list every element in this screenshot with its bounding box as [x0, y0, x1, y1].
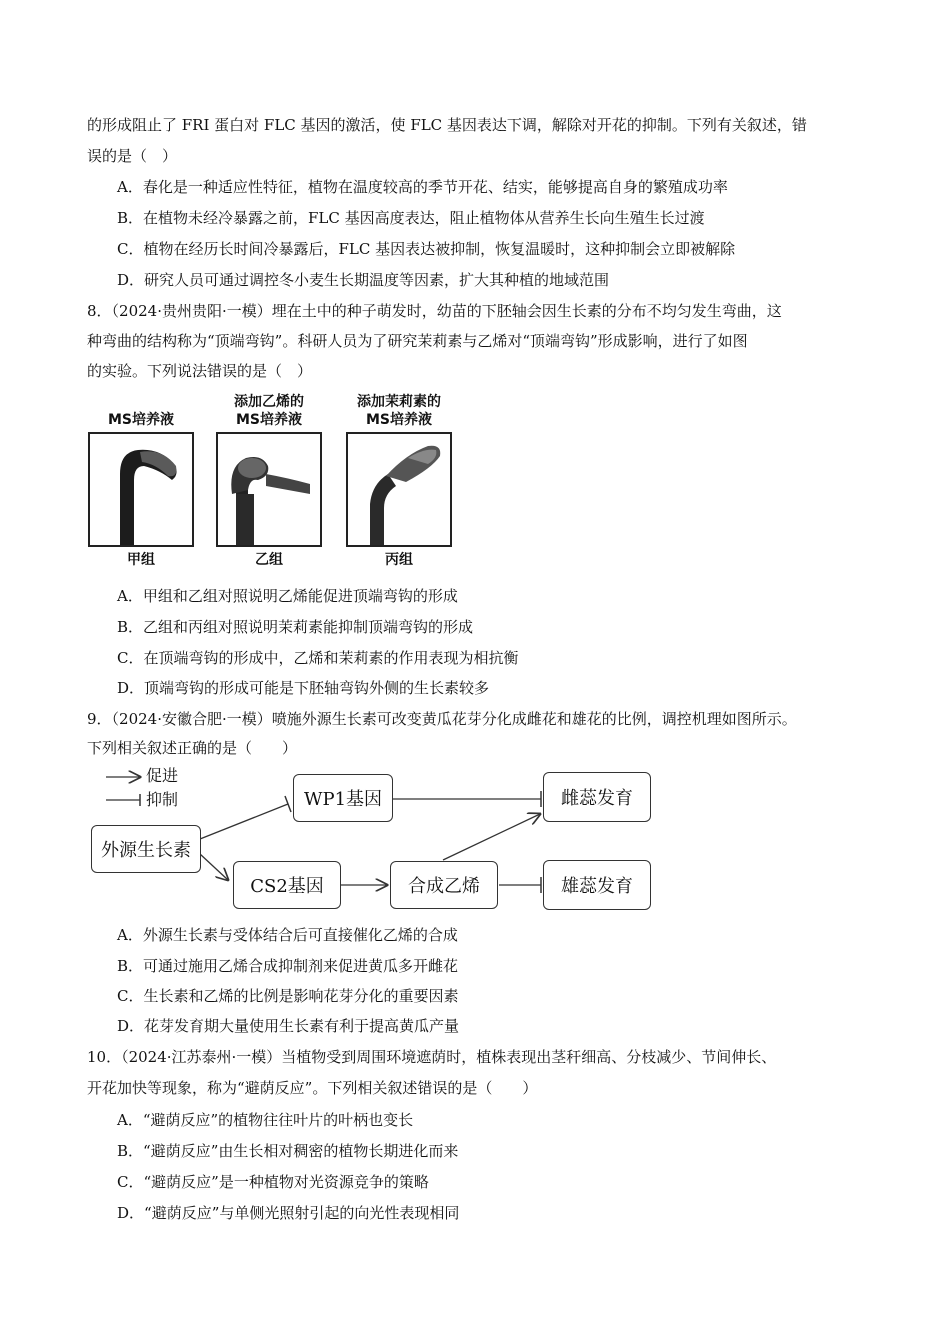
q9-option-b: B．可通过施用乙烯合成抑制剂来促进黄瓜多开雌花 — [117, 957, 459, 975]
node-male-development: 雄蕊发育 — [543, 860, 651, 910]
q10-option-c: C．“避荫反应”是一种植物对光资源竞争的策略 — [117, 1173, 429, 1191]
q8-seedling-figure — [88, 392, 458, 572]
panel-3-photo — [346, 432, 452, 547]
panel-3-label-top: 添加茉莉素的 — [357, 394, 441, 410]
q9-option-c: C．生长素和乙烯的比例是影响花芽分化的重要因素 — [117, 987, 459, 1005]
panel-2-label: MS培养液 — [235, 412, 302, 428]
q7-stem-line2: 误的是（ ） — [87, 147, 178, 165]
q8-stem-line2: 种弯曲的结构称为“顶端弯钩”。科研人员为了研究茉莉素与乙烯对“顶端弯钩”形成影响，进行了如图 — [87, 332, 748, 350]
q10-option-d: D．“避荫反应”与单侧光照射引起的向光性表现相同 — [117, 1204, 460, 1222]
q7-option-c: C．植物在经历长时间冷暴露后，FLC 基因表达被抑制，恢复温暖时，这种抑制会立即被解除 — [117, 240, 736, 258]
panel-1-group-label: 甲组 — [127, 552, 155, 568]
panel-2-group-label: 乙组 — [255, 552, 283, 568]
q9-option-a: A．外源生长素与受体结合后可直接催化乙烯的合成 — [117, 926, 458, 944]
q8-stem-line3: 的实验。下列说法错误的是（ ） — [87, 362, 313, 380]
legend-promote-label: 促进 — [146, 766, 179, 785]
node-wp1-gene: WP1基因 — [293, 774, 393, 822]
q10-stem-line2: 开花加快等现象，称为“避荫反应”。下列相关叙述错误的是（ ） — [87, 1079, 538, 1097]
q10-stem-line1: 10．（2024·江苏泰州·一模）当植物受到周围环境遮荫时，植株表现出茎秆细高、分枝减少、节间伸长、 — [87, 1048, 777, 1066]
q10-option-a: A．“避荫反应”的植物往往叶片的叶柄也变长 — [117, 1111, 414, 1129]
q9-option-d: D．花芽发育期大量使用生长素有利于提高黄瓜产量 — [117, 1017, 460, 1035]
q8-option-b: B．乙组和丙组对照说明茉莉素能抑制顶端弯钩的形成 — [117, 618, 474, 636]
q7-stem-line1: 的形成阻止了 FRI 蛋白对 FLC 基因的激活，使 FLC 基因表达下调，解除对开花的抑制。下列有关叙述，错 — [87, 116, 807, 134]
panel-3-label: MS培养液 — [365, 412, 432, 428]
q8-option-c: C．在顶端弯钩的形成中，乙烯和茉莉素的作用表现为相抗衡 — [117, 649, 519, 667]
q7-option-a: A．春化是一种适应性特征，植物在温度较高的季节开花、结实，能够提高自身的繁殖成功率 — [117, 178, 728, 196]
legend-inhibit-label: 抑制 — [146, 790, 179, 809]
q10-option-b: B．“避荫反应”由生长相对稠密的植物长期进化而来 — [117, 1142, 459, 1160]
q8-stem-line1: 8．（2024·贵州贵阳·一模）埋在土中的种子萌发时，幼苗的下胚轴会因生长素的分布不均匀发生弯曲，这 — [87, 302, 782, 320]
node-cs2-gene: CS2基因 — [233, 861, 341, 909]
panel-1-label: MS培养液 — [107, 412, 174, 428]
q9-stem-line2: 下列相关叙述正确的是（ ） — [87, 739, 298, 757]
q8-option-d: D．顶端弯钩的形成可能是下胚轴弯钩外侧的生长素较多 — [117, 679, 490, 697]
q7-option-b: B．在植物未经冷暴露之前，FLC 基因高度表达，阻止植物体从营养生长向生殖生长过渡 — [117, 209, 705, 227]
panel-2-label-top: 添加乙烯的 — [234, 394, 304, 410]
q9-stem-line1: 9．（2024·安徽合肥·一模）喷施外源生长素可改变黄瓜花芽分化成雌花和雄花的比例，调控机理如图所示。 — [87, 710, 797, 728]
node-exogenous-auxin: 外源生长素 — [91, 825, 201, 873]
q7-option-d: D．研究人员可通过调控冬小麦生长期温度等因素，扩大其种植的地域范围 — [117, 271, 610, 289]
panel-3-group-label: 丙组 — [385, 552, 413, 568]
node-ethylene-synthesis: 合成乙烯 — [390, 861, 498, 909]
node-female-development: 雌蕊发育 — [543, 772, 651, 822]
q8-option-a: A．甲组和乙组对照说明乙烯能促进顶端弯钩的形成 — [117, 587, 458, 605]
q9-regulation-diagram — [88, 764, 658, 914]
panel-1-photo — [88, 432, 194, 547]
panel-2-photo — [216, 432, 322, 547]
